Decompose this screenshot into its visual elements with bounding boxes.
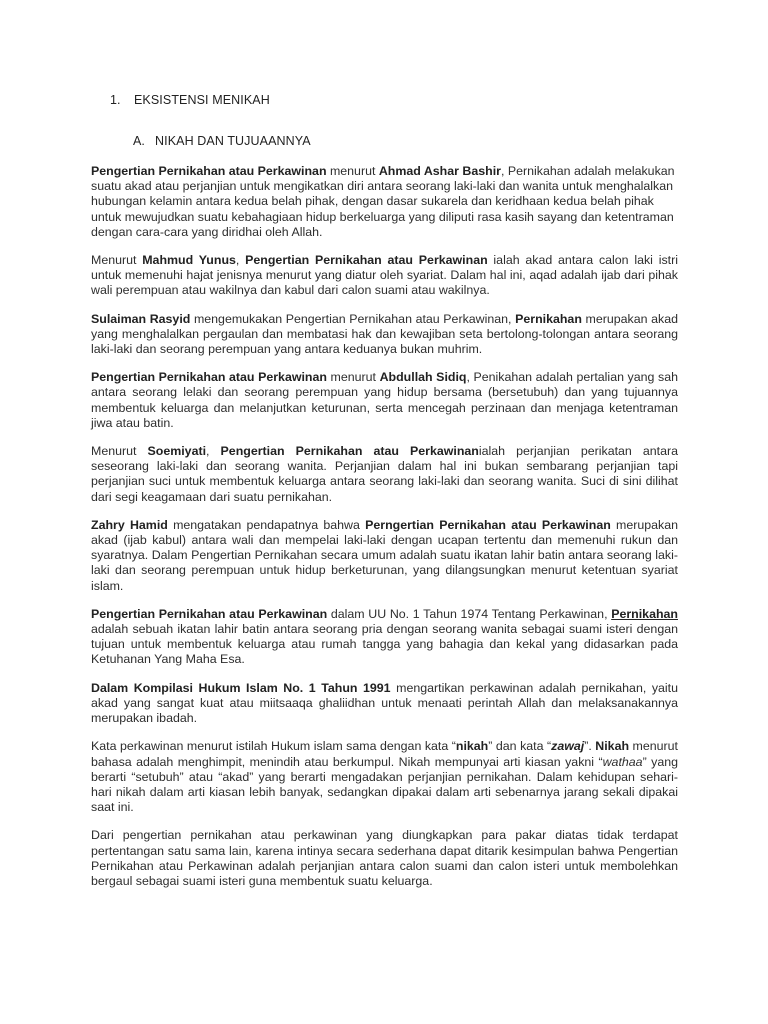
text: Kata perkawinan menurut istilah Hukum islam sama dengan kata “ — [91, 739, 456, 754]
author-name: Ahmad Ashar Bashir — [378, 164, 501, 178]
text: dalam UU No. 1 Tahun 1974 Tentang Perkawinan, — [327, 606, 612, 621]
bold-term: Nikah — [595, 739, 630, 754]
text: , Penikahan adalah pertalian yang sah antara seorang lelaki dan seorang perempuan yang hidup bersama (bersetubuh) dan yang tujuannya membentuk keluarga dan melanjutkan keturunan, serta mencegah perzinaan dan menjaga ketentraman jiwa atau batin. — [91, 370, 678, 430]
text: Menurut — [91, 253, 143, 268]
text: adalah sebuah ikatan lahir batin antara seorang pria dengan seorang wanita sebagai suami isteri dengan tujuan untuk membentuk keluarga atau rumah tangga yang bahagia dan kekal yang didasarkan pada Ketuhanan Yang Maha Esa. — [91, 622, 678, 667]
text: mengatakan pendapatnya bahwa — [167, 517, 366, 532]
author-name: Soemiyati — [147, 444, 207, 459]
italic-term: wathaa — [602, 754, 643, 769]
subheading-nikah-dan-tujuan — [133, 134, 311, 148]
paragraph-kesimpulan — [91, 828, 678, 889]
text: , — [206, 444, 221, 459]
text: , — [235, 253, 246, 268]
paragraph-zahry-hamid — [91, 518, 678, 594]
bold-term: nikah — [455, 739, 489, 754]
bold-term: Pengertian Pernikahan atau Perkawinan — [91, 164, 327, 178]
paragraph-mahmud-yunus — [91, 253, 678, 299]
paragraph-ahmad-ashar-bashir — [91, 164, 678, 240]
text: menurut bahasa adalah menghimpit, menindih atau berkumpul. Nikah mempunyai arti kiasan yakni “ — [91, 739, 678, 769]
paragraph-kompilasi-hukum-islam — [91, 681, 678, 727]
subheading-letter: A. — [133, 134, 146, 148]
paragraph-abdullah-sidiq — [91, 370, 678, 431]
underlined-term: Pernikahan — [611, 606, 678, 621]
heading-text: EKSISTENSI MENIKAH — [134, 93, 270, 107]
bold-term: Perngertian Pernikahan atau Perkawinan — [365, 517, 611, 532]
text: , Pernikahan adalah melakukan suatu akad atau perjanjian untuk mengikatkan diri antara seorang laki-laki dan wanita untuk menghalalkan hubungan kelamin antara kedua belah pihak, dengan dasar sukarela dan keridhaan kedua belah pihak untuk mewujudkan suatu kebahagiaan hidup berkeluarga yang diliputi rasa kasih sayang dan ketentraman dengan cara-cara yang diridhai oleh Allah. — [91, 164, 675, 239]
document-body — [91, 164, 678, 902]
author-name: Zahry Hamid — [91, 517, 168, 532]
bold-term: Pengertian Pernikahan atau Perkawinan — [220, 444, 479, 459]
text: merupakan akad yang menghalalkan pergaulan dan membatasi hak dan kewajiban seta bertolong-tolongan antara seorang laki-laki dan seorang perempuan yang antara keduanya bukan muhrim. — [91, 311, 678, 357]
italic-term: zawaj — [551, 739, 585, 754]
text: Dari pengertian pernikahan atau perkawinan yang diungkapkan para pakar diatas tidak terdapat pertentangan satu sama lain, karena intinya secara sederhana dapat ditarik kesimpulan bahwa Pengertian Pernikahan atau Perkawinan adalah perjanjian antara calon suami dan calon isteri untuk membolehkan bergaul sebagai suami isteri guna membentuk suatu keluarga. — [91, 828, 678, 888]
paragraph-sulaiman-rasyid — [91, 312, 678, 358]
text: mengemukakan Pengertian Pernikahan atau Perkawinan, — [190, 311, 516, 326]
text: merupakan akad (ijab kabul) antara wali dan mempelai laki-laki dengan ucapan tertentu dan memenuhi rukun dan syaratnya. Dalam Pengertian Pernikahan secara umum adalah suatu ikatan lahir batin antara seorang laki-laki dan seorang perempuan untuk hidup berketurunan, yang dilangsungkan menurut ketentuan syariat islam. — [91, 517, 678, 593]
text: ” yang berarti “setubuh” atau “akad” yang berarti mengadakan perjanjian pernikahan. Dalam kehidupan sehari-hari nikah dalam arti kiasan lebih banyak, sedangkan dipakai dalam arti sebenarnya jarang sekali dipakai saat ini. — [91, 754, 679, 815]
paragraph-kata-perkawinan — [91, 739, 678, 815]
author-name: Abdullah Sidiq — [379, 370, 467, 385]
text: menurut — [326, 164, 379, 178]
text: Menurut — [91, 444, 148, 459]
bold-term: Pernikahan — [515, 311, 582, 326]
heading-number: 1. — [110, 93, 121, 107]
paragraph-soemiyati — [91, 444, 678, 505]
author-name: Mahmud Yunus — [142, 253, 236, 268]
bold-term: Dalam Kompilasi Hukum Islam No. 1 Tahun 1991 — [91, 680, 391, 695]
heading-eksistensi-menikah — [110, 93, 270, 107]
bold-term: Pengertian Pernikahan atau Perkawinan — [91, 370, 327, 385]
text: menurut — [326, 370, 380, 385]
text: mengartikan perkawinan adalah pernikahan, yaitu akad yang sangat kuat atau miitsaaqa ghaliidhan untuk menaati perintah Allah dan melaksanakannya merupakan ibadah. — [91, 680, 679, 726]
bold-term: Pengertian Pernikahan atau Perkawinan — [91, 606, 328, 621]
text: ialah perjanjian perikatan antara seseorang laki-laki dan seorang wanita. Perjanjian dalam hal ini bukan sembarang perjanjian tapi perjanjian suci untuk membentuk keluarga antara seorang laki-laki dan seorang wanita. Suci di sini dilihat dari segi keagamaan dari suatu pernikahan. — [91, 444, 679, 504]
text: ”. — [584, 739, 596, 754]
author-name: Sulaiman Rasyid — [91, 311, 191, 326]
text: ” dan kata “ — [488, 739, 552, 754]
text: ialah akad antara calon laki istri untuk memenuhi hajat jenisnya menurut yang diatur oleh syariat. Dalam hal ini, aqad adalah ijab dari pihak wali perempuan atau wakilnya dan kabul dari calon suami atau wakilnya. — [91, 253, 678, 298]
bold-term: Pengertian Pernikahan atau Perkawinan — [245, 253, 488, 268]
paragraph-uu-1974 — [91, 607, 678, 668]
subheading-text: NIKAH DAN TUJUAANNYA — [155, 134, 311, 148]
